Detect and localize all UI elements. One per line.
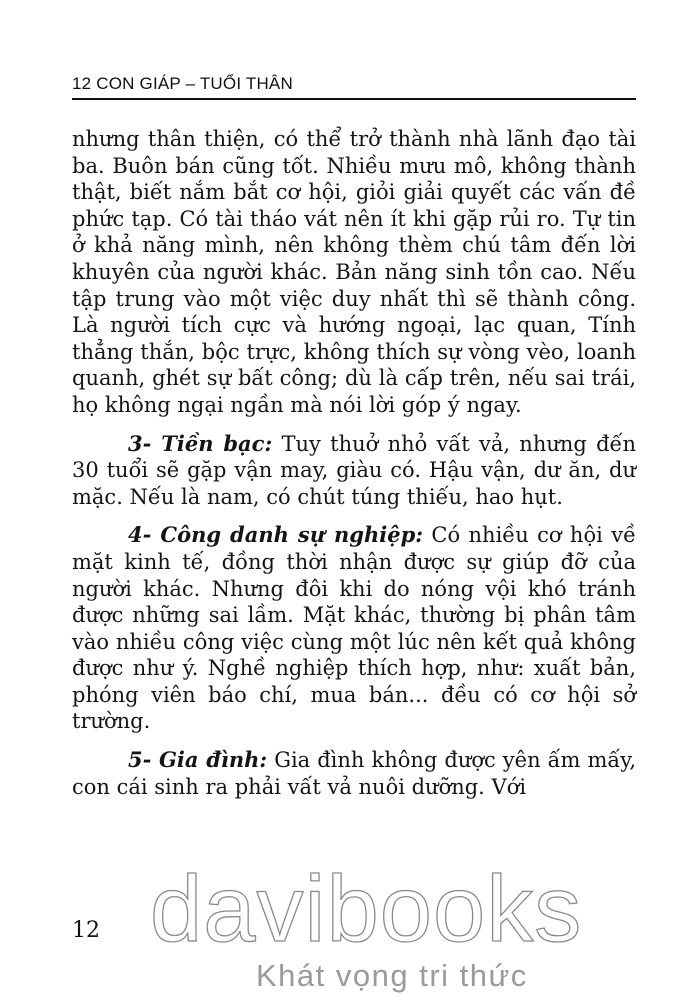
section-text-career: Có nhiều cơ hội về mặt kinh tế, đồng thời nhận được sự giúp đỡ của người khác. Nhưng đôi khi do nóng vội khó tránh được những sai lầm. Mặt khác, thường bị phân tâm vào nhiều công việc cùng một lúc nên kết quả không được như ý. Nghề nghiệp thích hợp, như: xuất bản, phóng viên báo chí, mua bán... đều có cơ hội sở trường. <box>72 523 636 734</box>
section-text-money: Tuy thuở nhỏ vất vả, nhưng đến 30 tuổi sẽ gặp vận may, giàu có. Hậu vận, dư ăn, dư mặc. Nếu là nam, có chút túng thiếu, hao hụt. <box>72 431 637 509</box>
paragraph-money <box>72 431 636 511</box>
header-rule <box>72 98 636 100</box>
running-header: 12 CON GIÁP – TUỔI THÂN <box>72 74 293 93</box>
section-label-career: 4- Công danh sự nghiệp: <box>128 522 424 548</box>
watermark-slogan: Khát vọng tri thức <box>256 958 528 993</box>
paragraph-family <box>72 747 636 800</box>
page-body <box>72 126 636 812</box>
watermark-brand: davibooks <box>150 856 583 961</box>
paragraph-career <box>72 522 636 735</box>
section-label-family: 5- Gia đình: <box>128 747 268 773</box>
page-number: 12 <box>72 918 100 943</box>
section-label-money: 3- Tiền bạc: <box>128 430 273 456</box>
section-text-family: Gia đình không được yên ấm mấy, con cái sinh ra phải vất vả nuôi dưỡng. Với <box>72 748 637 799</box>
paragraph-intro: nhưng thân thiện, có thể trở thành nhà lãnh đạo tài ba. Buôn bán cũng tốt. Nhiều mưu mô, không thành thật, biết nắm bắt cơ hội, giỏi giải quyết các vấn đề phức tạp. Có tài tháo vát nên ít khi gặp rủi ro. Tự tin ở khả năng mình, nên không thèm chú tâm đến lời khuyên của người khác. Bản năng sinh tồn cao. Nếu tập trung vào một việc duy nhất thì sẽ thành công. Là người tích cực và hướng ngoại, lạc quan, Tính thẳng thắn, bộc trực, không thích sự vòng vèo, loanh quanh, ghét sự bất công; dù là cấp trên, nếu sai trái, họ không ngại ngần mà nói lời góp ý ngay. <box>72 127 636 417</box>
